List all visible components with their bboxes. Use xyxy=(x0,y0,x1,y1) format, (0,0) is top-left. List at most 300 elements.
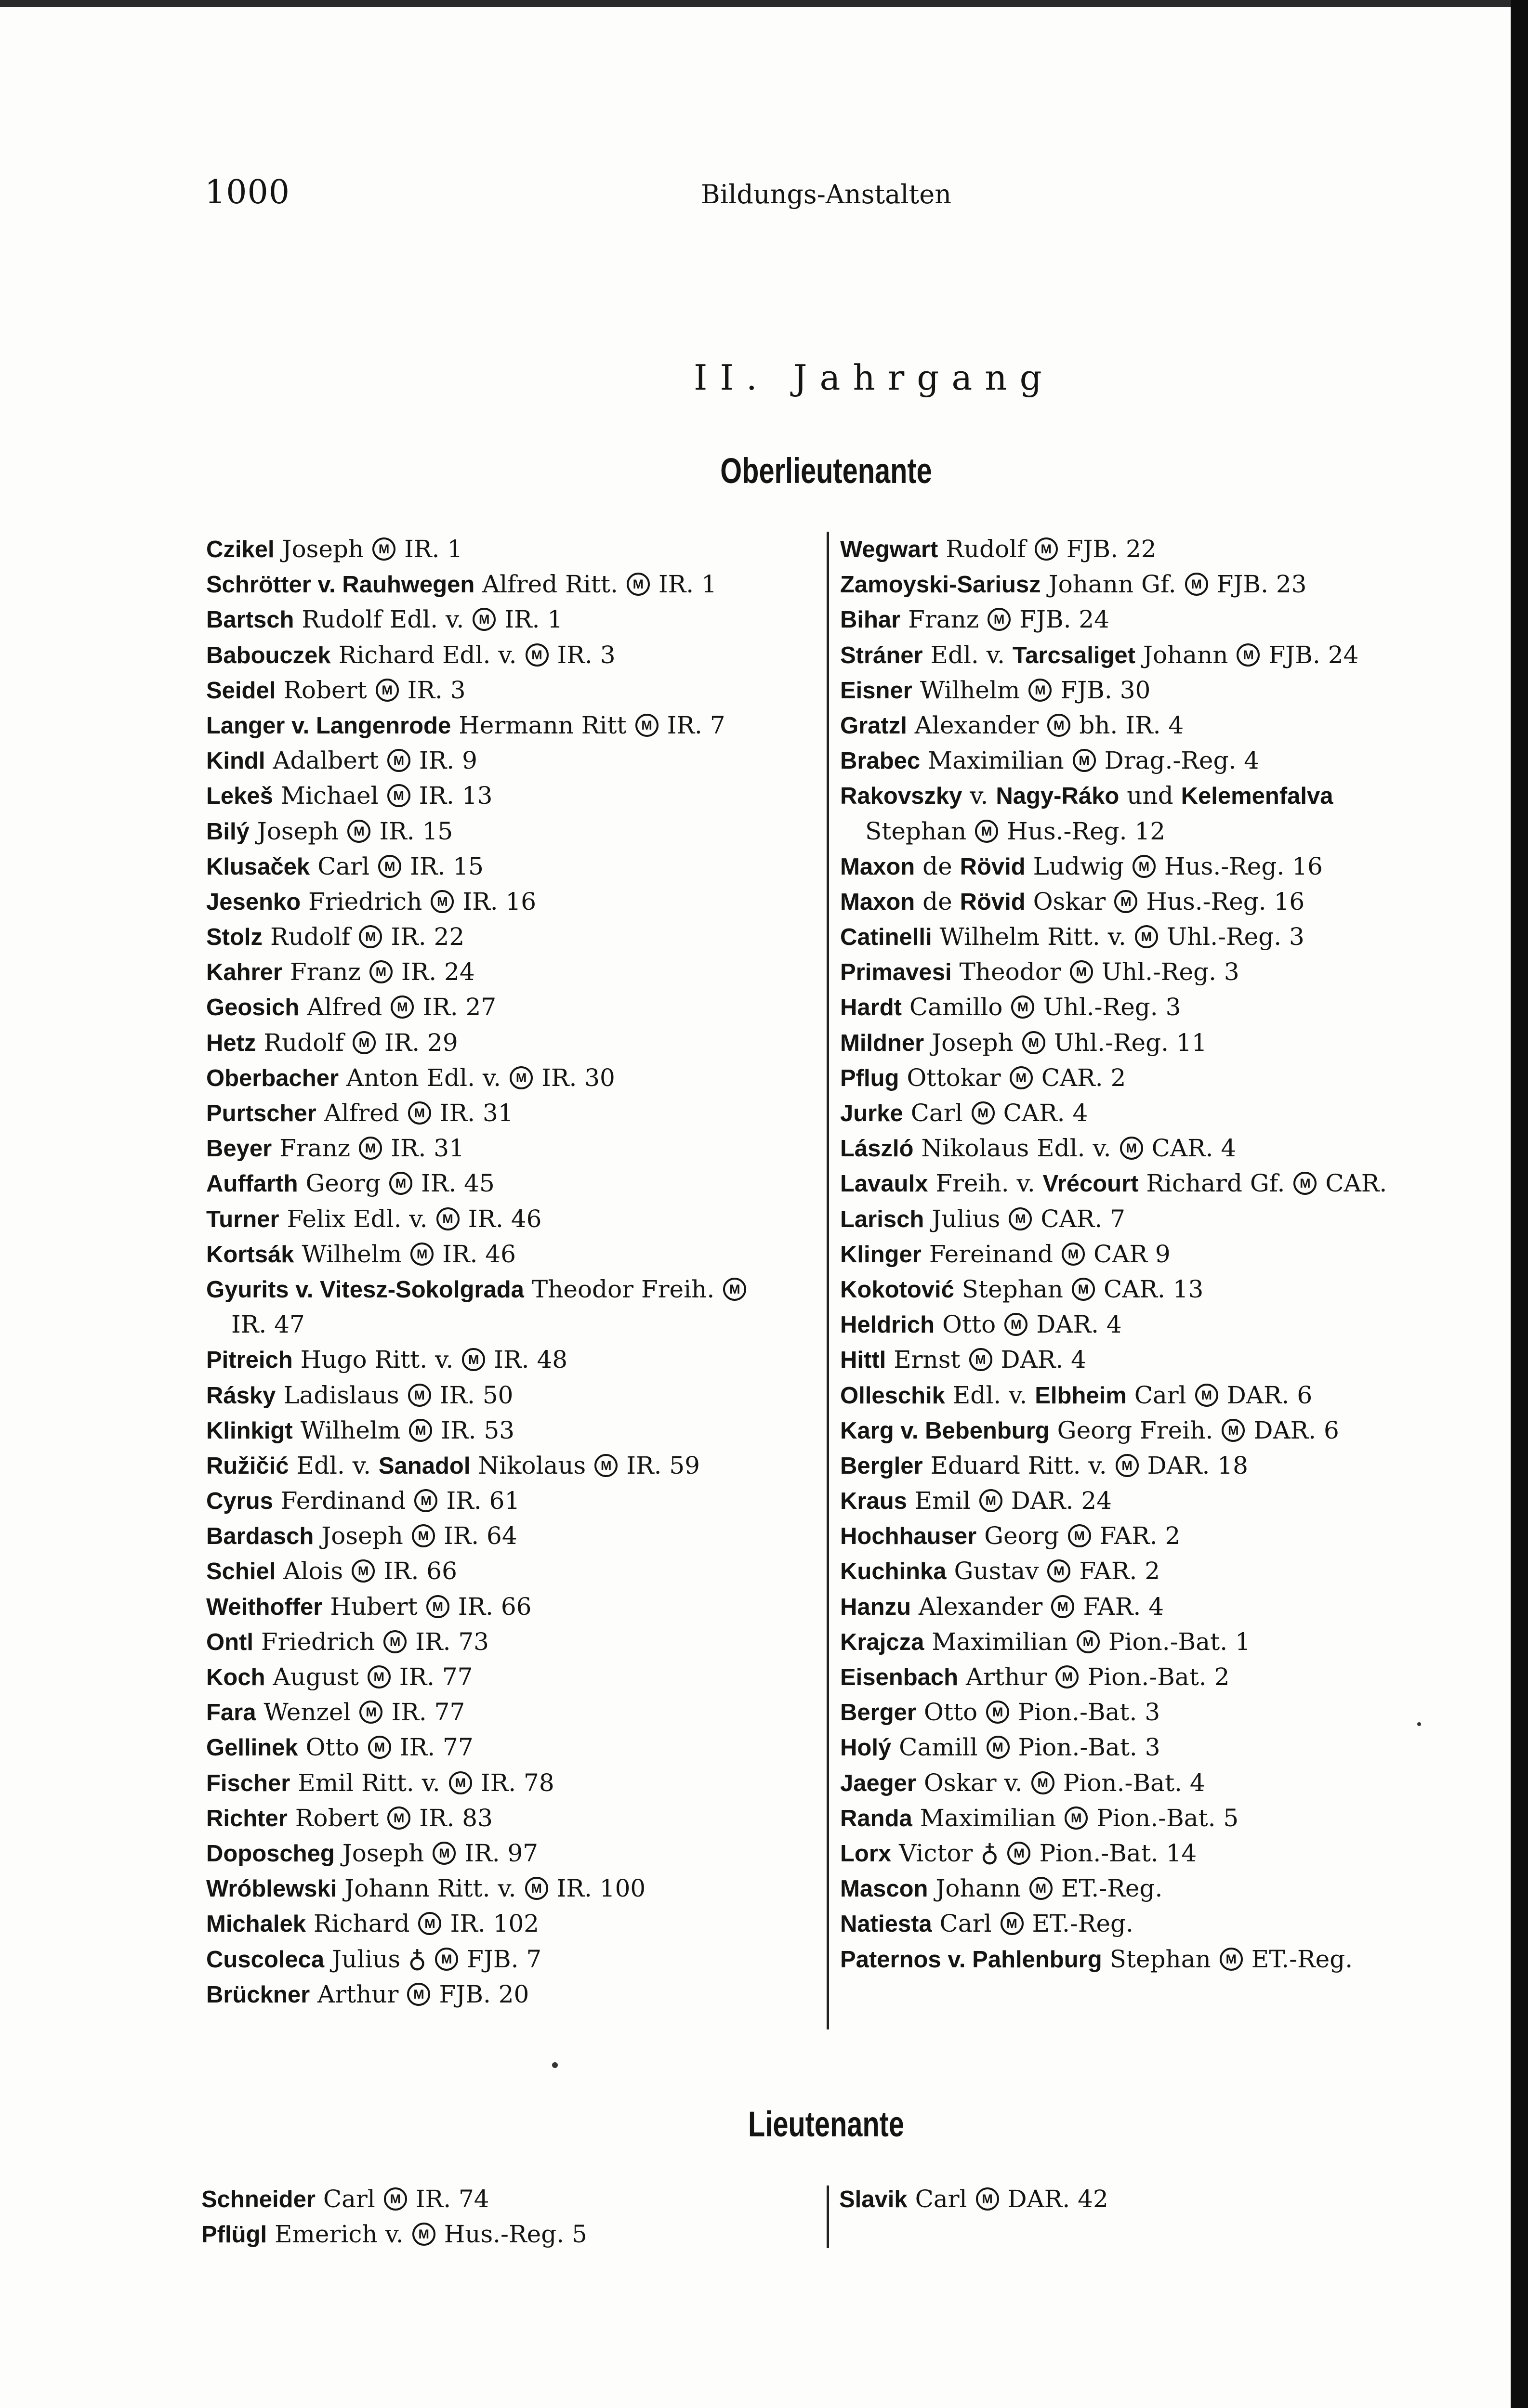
roster-entry xyxy=(206,1906,818,1941)
entry-unit: IR. 74 xyxy=(415,2185,489,2213)
entry-surname: Schiel xyxy=(206,1558,276,1585)
section-title-oberlieutenante: Oberlieutenante xyxy=(720,451,932,491)
roster-entry xyxy=(206,1730,818,1765)
entry-unit: Pion.-Bat. 5 xyxy=(1096,1804,1239,1832)
entry-surname: Hardt xyxy=(840,995,902,1021)
entry-unit: FJB. 20 xyxy=(439,1980,529,2008)
m-marker-icon: M xyxy=(449,1771,472,1794)
entry-unit: CAR 9 xyxy=(1093,1240,1171,1268)
entry-given-name: de xyxy=(922,887,952,916)
entry-continuation: IR. 47 xyxy=(231,1310,305,1339)
entry-given-name: Johann Gf. xyxy=(1048,570,1176,599)
entry-surname: Brückner xyxy=(206,1981,310,2008)
m-marker-icon: M xyxy=(412,1524,435,1547)
roster-entry xyxy=(840,814,1452,849)
entry-surname: Klinkigt xyxy=(206,1417,293,1444)
print-speck xyxy=(552,2062,558,2068)
entry-unit: IR. 97 xyxy=(464,1839,539,1867)
entry-given-name: Edl. v. xyxy=(930,641,1005,669)
entry-given-name: Hugo Ritt. v. xyxy=(300,1346,454,1374)
entry-surname: Langer v. Langenrode xyxy=(206,712,451,739)
m-marker-icon: M xyxy=(1237,643,1260,667)
entry-given-name: Wenzel xyxy=(263,1698,351,1727)
entry-unit: FJB. 24 xyxy=(1268,641,1359,669)
entry-given-name: Theodor Freih. xyxy=(531,1275,715,1303)
roster-entry xyxy=(840,1413,1452,1448)
entry-given-name: Alois xyxy=(283,1557,343,1585)
m-marker-icon: M xyxy=(1073,749,1096,772)
m-marker-icon: M xyxy=(1051,1595,1074,1618)
m-marker-icon: M xyxy=(462,1348,485,1371)
entry-unit: IR. 15 xyxy=(410,852,484,880)
entry-surname: Hittl xyxy=(840,1347,886,1374)
m-marker-icon: M xyxy=(1035,537,1058,561)
roster-entry xyxy=(206,567,818,602)
entry-given-name: Joseph xyxy=(282,535,364,563)
entry-given-name: Rudolf xyxy=(270,923,351,951)
entry-surname: Jesenko xyxy=(206,889,301,915)
entry-given-name: Joseph xyxy=(932,1028,1014,1057)
entry-unit: IR. 100 xyxy=(556,1874,646,1903)
entry-given-name: Freih. v. xyxy=(935,1169,1035,1198)
entry-given-name: Joseph xyxy=(257,817,339,845)
year-heading: II. Jahrgang xyxy=(694,357,1054,398)
entry-surname: Beyer xyxy=(206,1136,272,1162)
roster-entry xyxy=(840,1801,1452,1836)
entry-surname: Karg v. Bebenburg xyxy=(840,1417,1050,1444)
entry-given-name: Richard Edl. v. xyxy=(338,641,517,669)
entry-name-part: Johann xyxy=(1143,641,1228,669)
entry-given-name: Hubert xyxy=(330,1592,418,1621)
roster-entry xyxy=(840,1202,1452,1237)
m-marker-icon: M xyxy=(1047,1559,1070,1583)
entry-surname: Cuscoleca xyxy=(206,1946,325,1973)
roster-entry xyxy=(839,2182,1451,2217)
entry-surname: Kraus xyxy=(840,1488,907,1515)
entry-unit: IR. 31 xyxy=(391,1134,464,1163)
entry-surname: Krajcza xyxy=(840,1629,924,1655)
entry-surname: Lavaulx xyxy=(840,1171,928,1197)
roster-entry xyxy=(840,1272,1452,1307)
entry-unit: IR. 31 xyxy=(439,1099,514,1127)
entry-given-name: Maximilian xyxy=(932,1627,1068,1656)
decoration-symbol-icon: ♁ xyxy=(408,1944,427,1974)
roster-entry xyxy=(840,1378,1452,1413)
entry-given-name: Emil xyxy=(914,1487,971,1515)
entry-given-name: Maximilian xyxy=(920,1804,1056,1832)
entry-surname: Randa xyxy=(840,1805,912,1832)
roster-entry xyxy=(840,1871,1452,1906)
entry-given-name: Michael xyxy=(280,782,379,810)
entry-given-name: Johann xyxy=(935,1874,1021,1903)
entry-surname: Purtscher xyxy=(206,1100,316,1126)
m-marker-icon: M xyxy=(1070,960,1093,983)
m-marker-icon: M xyxy=(384,2187,407,2211)
roster-entry xyxy=(206,1660,818,1695)
entry-surname: Kindl xyxy=(206,748,265,774)
entry-unit: IR. 27 xyxy=(422,993,497,1021)
entry-unit: IR. 9 xyxy=(419,746,477,775)
entry-unit: IR. 46 xyxy=(468,1204,542,1233)
m-marker-icon: M xyxy=(387,1806,410,1830)
entry-unit: Hus.-Reg. 5 xyxy=(444,2220,587,2249)
entry-unit: FAR. 2 xyxy=(1099,1522,1181,1550)
entry-unit: CAR. 7 xyxy=(1041,1204,1125,1233)
roster-entry xyxy=(840,1624,1452,1660)
entry-given-name: Alfred xyxy=(324,1099,399,1127)
entry-unit: IR. 66 xyxy=(383,1557,457,1585)
entry-given-name: Robert xyxy=(295,1804,379,1832)
entry-given-name: Johann Ritt. v. xyxy=(344,1874,516,1903)
entry-surname: Weithoffer xyxy=(206,1594,323,1620)
entry-name-part: Nikolaus xyxy=(478,1451,586,1479)
entry-unit: IR. 7 xyxy=(667,711,725,739)
m-marker-icon: M xyxy=(1004,1313,1027,1336)
m-marker-icon: M xyxy=(969,1348,992,1371)
entry-unit: Uhl.-Reg. 3 xyxy=(1166,923,1304,951)
entry-unit: Pion.-Bat. 3 xyxy=(1018,1733,1160,1762)
entry-surname: Paternos v. Pahlenburg xyxy=(840,1946,1102,1973)
m-marker-icon: M xyxy=(1293,1172,1317,1195)
roster-entry xyxy=(840,955,1452,990)
m-marker-icon: M xyxy=(408,1101,431,1125)
entry-given-name: Carl xyxy=(910,1099,963,1127)
roster-entry xyxy=(840,1836,1452,1871)
entry-unit: DAR. 42 xyxy=(1007,2185,1108,2213)
entry-given-name: Ottokar xyxy=(907,1063,1001,1092)
roster-entry xyxy=(206,1272,818,1307)
m-marker-icon: M xyxy=(1010,1066,1033,1089)
entry-unit: CAR. xyxy=(1325,1169,1387,1198)
roster-entry xyxy=(206,1202,818,1237)
m-marker-icon: M xyxy=(376,679,399,702)
entry-unit: ET.-Reg. xyxy=(1061,1874,1163,1903)
entry-given-name: Arthur xyxy=(317,1980,399,2008)
m-marker-icon: M xyxy=(979,1489,1002,1512)
m-marker-icon: M xyxy=(347,820,370,843)
entry-unit: FJB. 23 xyxy=(1216,570,1307,599)
m-marker-icon: M xyxy=(1055,1665,1079,1688)
entry-name-part: Carl xyxy=(1134,1381,1186,1409)
entry-surname: Ružičić xyxy=(206,1453,289,1479)
entry-unit: DAR. 6 xyxy=(1226,1381,1313,1409)
m-marker-icon: M xyxy=(352,1559,375,1583)
entry-surname: Olleschik xyxy=(840,1382,945,1409)
roster-entry xyxy=(206,673,818,708)
entry-given-name: Rudolf xyxy=(263,1028,344,1057)
roster-entry xyxy=(206,1801,818,1836)
entry-unit: IR. 66 xyxy=(458,1592,532,1621)
entry-unit: IR. 77 xyxy=(399,1733,474,1762)
entry-unit: IR. 83 xyxy=(419,1804,493,1832)
roster-entry xyxy=(840,1307,1452,1342)
entry-surname: Heldrich xyxy=(840,1312,935,1338)
entry-surname: Hetz xyxy=(206,1030,256,1056)
m-marker-icon: M xyxy=(369,960,393,983)
roster-entry xyxy=(206,1554,818,1589)
roster-entry xyxy=(840,1554,1452,1589)
entry-surname: Klinger xyxy=(840,1241,922,1268)
entry-given-name: Otto xyxy=(305,1733,359,1762)
entry-surname: Wegwart xyxy=(840,537,938,563)
roster-entry xyxy=(840,532,1452,567)
roster-entry xyxy=(840,1131,1452,1166)
entry-given-name: Edl. v. xyxy=(952,1381,1027,1409)
entry-surname: Pitreich xyxy=(206,1347,293,1374)
entry-surname: Gratzl xyxy=(840,712,907,739)
print-speck xyxy=(1417,1722,1421,1726)
entry-surname: Gellinek xyxy=(206,1735,298,1761)
decoration-symbol-icon: ♁ xyxy=(980,1838,999,1868)
entry-surname: Bergler xyxy=(840,1453,923,1479)
roster-entry xyxy=(840,1096,1452,1131)
roster-entry xyxy=(840,743,1452,778)
entry-unit: CAR. 4 xyxy=(1151,1134,1237,1163)
entry-surname: Rásky xyxy=(206,1382,276,1409)
entry-surname: Bardasch xyxy=(206,1523,314,1550)
page-number: 1000 xyxy=(205,173,290,211)
entry-given-name: Alexander xyxy=(918,1592,1043,1621)
entry-surname: Michalek xyxy=(206,1911,306,1937)
entry-given-name: Hermann Ritt xyxy=(459,711,627,739)
m-marker-icon: M xyxy=(1135,925,1158,948)
roster-entry xyxy=(206,955,818,990)
roster-entry xyxy=(840,1237,1452,1272)
roster-entry xyxy=(206,1518,818,1554)
entry-given-name: de xyxy=(922,852,952,880)
entry-given-name: Julius xyxy=(932,1204,1001,1233)
scan-edge-right xyxy=(1511,0,1528,2408)
entry-surname: Brabec xyxy=(840,748,921,774)
m-marker-icon: M xyxy=(410,1243,434,1266)
entry-unit: IR. 24 xyxy=(401,958,475,986)
entry-surname: Cyrus xyxy=(206,1488,273,1515)
entry-unit: IR. 64 xyxy=(443,1522,517,1550)
roster-entry xyxy=(840,708,1452,743)
entry-surname: Eisenbach xyxy=(840,1664,959,1690)
entry-given-name: Edl. v. xyxy=(296,1451,371,1479)
entry-unit: CAR. 2 xyxy=(1041,1063,1126,1092)
entry-surname: Slavik xyxy=(839,2186,908,2212)
entry-surname: Doposcheg xyxy=(206,1840,335,1867)
entry-unit: FAR. 2 xyxy=(1079,1557,1160,1585)
entry-surname: Kortsák xyxy=(206,1241,294,1268)
entry-surname: Wróblewski xyxy=(206,1876,337,1902)
m-marker-icon: M xyxy=(368,1736,391,1759)
m-marker-icon: M xyxy=(359,1137,382,1160)
roster-entry xyxy=(840,673,1452,708)
m-marker-icon: M xyxy=(433,1842,456,1865)
roster-entry xyxy=(206,849,818,884)
entry-surname: Lekeš xyxy=(206,783,273,810)
roster-entry xyxy=(840,919,1452,955)
m-marker-icon: M xyxy=(1011,995,1034,1019)
entry-surname: Richter xyxy=(206,1805,288,1832)
roster-entry xyxy=(206,990,818,1025)
roster-entry xyxy=(840,1942,1452,1977)
entry-given-name: Arthur xyxy=(966,1663,1047,1691)
roster-entry xyxy=(206,532,818,567)
entry-given-name: Eduard Ritt. v. xyxy=(930,1451,1107,1479)
entry-given-name: Otto xyxy=(923,1698,978,1727)
roster-entry xyxy=(206,1871,818,1906)
entry-surname: Fischer xyxy=(206,1770,290,1796)
entry-unit: IR. 46 xyxy=(442,1240,516,1268)
entry-given-name: Theodor xyxy=(959,958,1061,986)
entry-surname-part: Nagy-Ráko xyxy=(996,783,1120,810)
entry-given-name: Richard xyxy=(313,1910,410,1938)
entry-surname: Maxon xyxy=(840,889,915,915)
entry-unit: Pion.-Bat. 3 xyxy=(1018,1698,1160,1727)
entry-unit: IR. 45 xyxy=(421,1169,495,1198)
m-marker-icon: M xyxy=(627,573,650,596)
entry-unit: Hus.-Reg. 16 xyxy=(1146,887,1305,916)
m-marker-icon: M xyxy=(372,537,395,561)
entry-given-name: Friedrich xyxy=(308,887,422,916)
entry-surname: Natiesta xyxy=(840,1911,932,1937)
roster-entry xyxy=(206,708,818,743)
m-marker-icon: M xyxy=(1028,679,1052,702)
entry-given-name: Carl xyxy=(915,2185,967,2213)
entry-surname: Larisch xyxy=(840,1206,924,1232)
entry-surname: Rakovszky xyxy=(840,783,962,810)
entry-given-name: Franz xyxy=(908,605,979,634)
roster-entry xyxy=(840,778,1452,813)
m-marker-icon: M xyxy=(635,714,659,737)
entry-unit: DAR. 24 xyxy=(1011,1487,1112,1515)
roster-entry xyxy=(206,1342,818,1377)
m-marker-icon: M xyxy=(426,1595,449,1618)
entry-given-name: Adalbert xyxy=(273,746,379,775)
entry-given-name: Camill xyxy=(899,1733,978,1762)
roster-entry xyxy=(840,1448,1452,1483)
roster-entry xyxy=(206,1237,818,1272)
entry-given-name: Ladislaus xyxy=(283,1381,399,1409)
entry-unit: IR. 16 xyxy=(462,887,537,916)
roster-entry xyxy=(206,1483,818,1518)
entry-surname: Berger xyxy=(840,1700,916,1726)
entry-name-part: Richard Gf. xyxy=(1146,1169,1285,1198)
entry-surname: Kokotović xyxy=(840,1276,954,1303)
roster-entry xyxy=(206,884,818,919)
entry-unit: FJB. 22 xyxy=(1066,535,1157,563)
m-marker-icon: M xyxy=(988,608,1011,631)
m-marker-icon: M xyxy=(383,1630,407,1653)
m-marker-icon: M xyxy=(368,1665,391,1688)
roster-entry xyxy=(206,1025,818,1060)
m-marker-icon: M xyxy=(1114,890,1137,913)
entry-unit: IR. 50 xyxy=(439,1381,514,1409)
entry-surname: Fara xyxy=(206,1700,256,1726)
scan-edge-top xyxy=(0,0,1528,7)
roster-entry xyxy=(206,1060,818,1096)
m-marker-icon: M xyxy=(1120,1137,1143,1160)
roster-entry xyxy=(840,1518,1452,1554)
roster-entry xyxy=(206,1695,818,1730)
roster-entry xyxy=(206,743,818,778)
entry-unit: Uhl.-Reg. 3 xyxy=(1043,993,1181,1021)
entry-unit: bh. IR. 4 xyxy=(1079,711,1184,739)
entry-given-name: Rudolf xyxy=(946,535,1026,563)
m-marker-icon: M xyxy=(594,1454,618,1477)
roster-entry xyxy=(840,602,1452,637)
entry-given-name: Nikolaus Edl. v. xyxy=(921,1134,1111,1163)
m-marker-icon: M xyxy=(1072,1278,1095,1301)
m-marker-icon: M xyxy=(387,749,410,772)
entry-unit: Pion.-Bat. 1 xyxy=(1108,1627,1251,1656)
entry-surname-part: Kelemenfalva xyxy=(1181,783,1333,810)
entry-surname: Bilý xyxy=(206,818,250,845)
entry-surname: Maxon xyxy=(840,853,915,880)
entry-surname-part: Tarcsaliget xyxy=(1012,642,1135,668)
roster-entry xyxy=(206,1977,818,2012)
entry-given-name: Anton Edl. v. xyxy=(346,1063,501,1092)
m-marker-icon: M xyxy=(525,1877,548,1900)
entry-surname: Zamoyski-Sariusz xyxy=(840,572,1041,598)
roster-entry xyxy=(206,1096,818,1131)
entry-surname: László xyxy=(840,1136,914,1162)
roster-entry xyxy=(840,1025,1452,1060)
entry-unit: IR. 61 xyxy=(446,1487,520,1515)
entry-unit: Drag.-Reg. 4 xyxy=(1104,746,1260,775)
entry-given-name: Friedrich xyxy=(261,1627,375,1656)
entry-surname: Catinelli xyxy=(840,924,932,951)
m-marker-icon: M xyxy=(435,1948,458,1971)
entry-given-name: Wilhelm xyxy=(300,1416,401,1444)
entry-surname: Schrötter v. Rauhwegen xyxy=(206,572,475,598)
entry-surname: Hochhauser xyxy=(840,1523,977,1550)
roster-entry xyxy=(206,814,818,849)
entry-surname: Stolz xyxy=(206,924,263,951)
m-marker-icon: M xyxy=(1009,1207,1032,1230)
roster-entry xyxy=(840,1766,1452,1801)
m-marker-icon: M xyxy=(1195,1384,1218,1407)
entry-surname-part: Vrécourt xyxy=(1042,1171,1139,1197)
entry-given-name: Rudolf Edl. v. xyxy=(302,605,464,634)
entry-given-name: August xyxy=(273,1663,359,1691)
entry-surname: Koch xyxy=(206,1664,265,1690)
entry-unit: IR. 13 xyxy=(419,782,493,810)
m-marker-icon: M xyxy=(391,995,414,1019)
roster-entry xyxy=(840,1589,1452,1624)
roster-entry xyxy=(206,1942,818,1977)
m-marker-icon: M xyxy=(407,1983,430,2006)
entry-unit: IR. 22 xyxy=(391,923,465,951)
entry-unit: CAR. 4 xyxy=(1003,1099,1088,1127)
entry-given-name: Camillo xyxy=(909,993,1003,1021)
lieutenante-right-column xyxy=(839,2182,1451,2217)
entry-surname: Jaeger xyxy=(840,1770,917,1796)
entry-name-part: und xyxy=(1127,782,1173,810)
entry-given-name: Otto xyxy=(942,1310,996,1339)
entry-unit: FJB. 30 xyxy=(1060,676,1151,704)
entry-unit: DAR. 18 xyxy=(1147,1451,1248,1479)
entry-given-name: Franz xyxy=(279,1134,351,1163)
entry-given-name: Alfred xyxy=(307,993,382,1021)
entry-name-part: Oskar xyxy=(1033,887,1106,916)
m-marker-icon: M xyxy=(1047,714,1070,737)
entry-surname: Pflug xyxy=(840,1065,899,1091)
running-header: Bildungs-Anstalten xyxy=(701,179,951,209)
m-marker-icon: M xyxy=(1077,1630,1100,1653)
m-marker-icon: M xyxy=(1031,1771,1054,1794)
entry-given-name: v. xyxy=(970,782,988,810)
entry-given-name: Carl xyxy=(317,852,370,880)
m-marker-icon: M xyxy=(972,1101,995,1125)
entry-surname: Czikel xyxy=(206,537,275,563)
entry-given-name: Stephan xyxy=(962,1275,1063,1303)
entry-given-name: Georg xyxy=(984,1522,1059,1550)
